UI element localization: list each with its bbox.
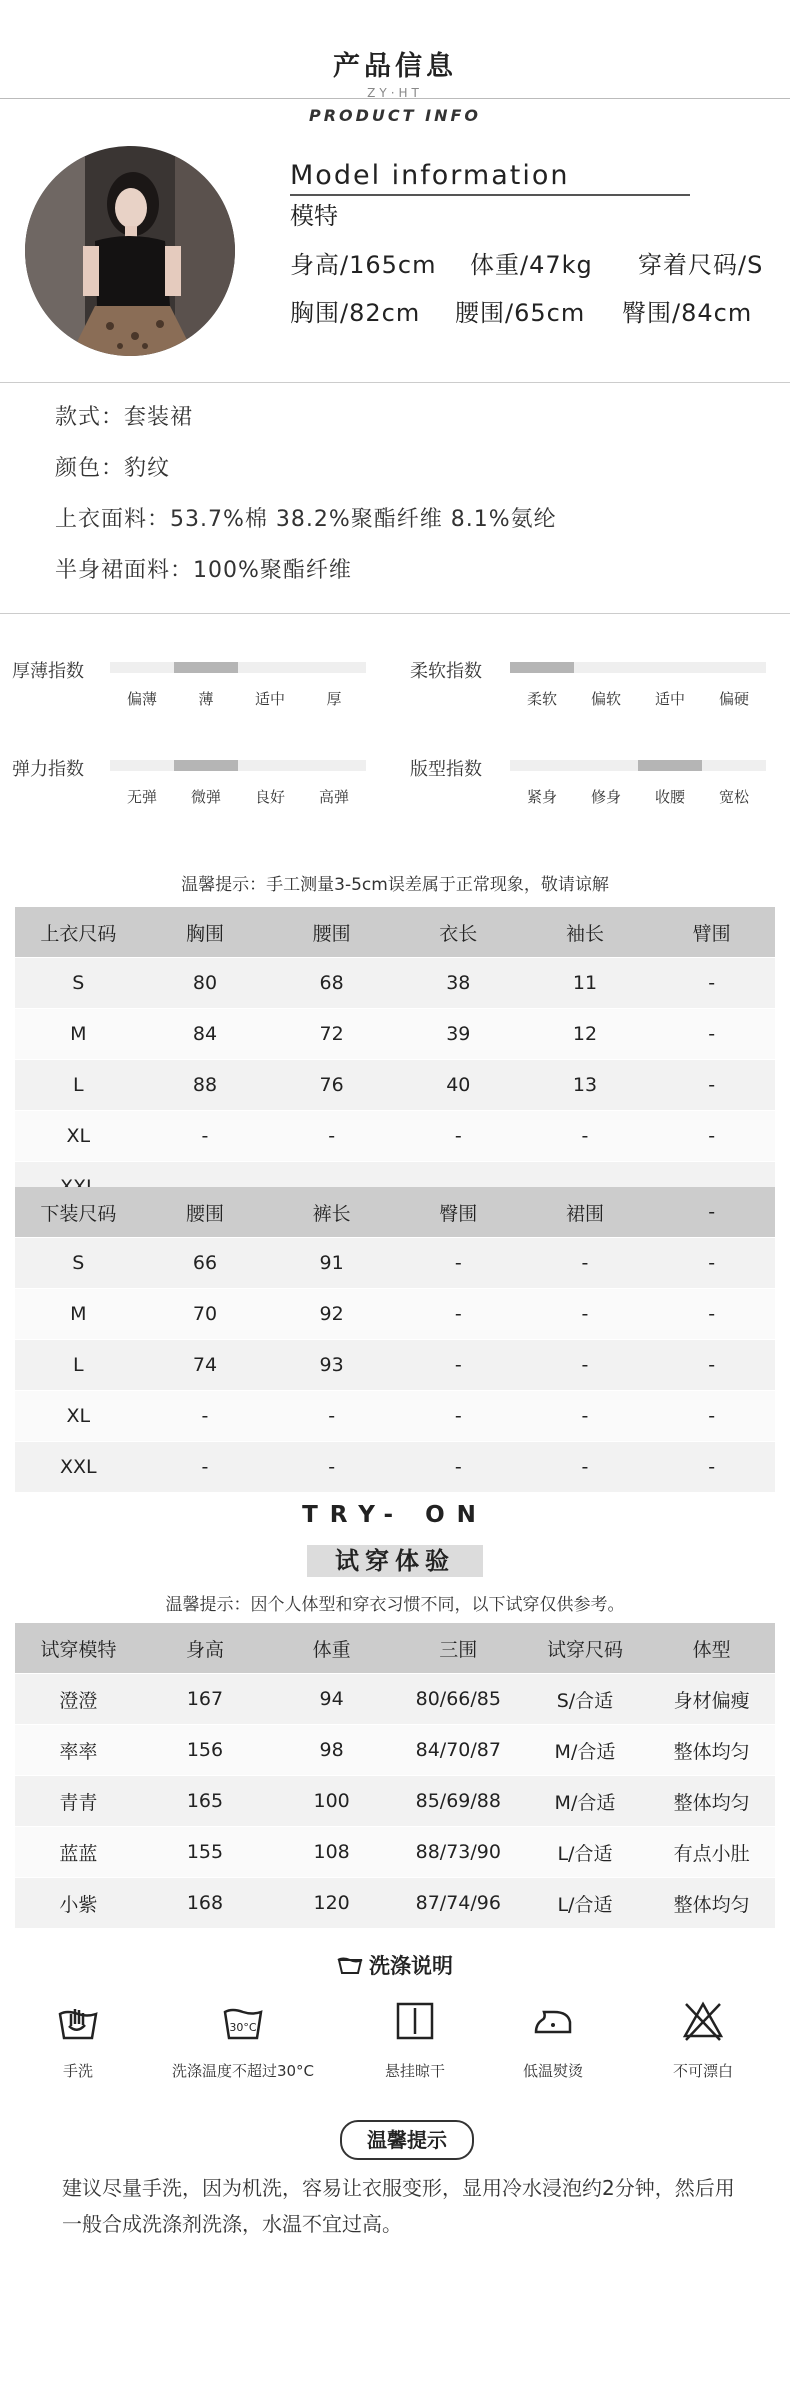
table-cell: L/合适 [522,1878,649,1929]
model-hip: 臀围/84cm [622,299,753,327]
indicator-track [110,760,366,771]
care-tip-text: 建议尽量手洗，因为机洗，容易让衣服变形，显用冷水浸泡约2分钟，然后用一般合成洗涤剂洗涤，水温不宜过高。 [62,2176,735,2236]
table-cell: 澄澄 [15,1674,142,1725]
table-row [15,958,775,1009]
table-cell: M/合适 [522,1776,649,1827]
size-tip: 温馨提示：手工测量3-5cm误差属于正常现象，敬请谅解 [181,875,609,895]
table-cell: 155 [142,1827,269,1878]
hand-wash-icon [57,2000,99,2042]
table-cell: 94 [268,1674,395,1725]
model-size: 穿着尺码/S [638,251,764,279]
table-cell: XXL [15,1442,142,1493]
table-cell: 91 [268,1238,395,1289]
model-heading-underline [290,194,690,196]
table-cell: 39 [395,1009,522,1060]
table-cell: 身材偏瘦 [648,1674,775,1725]
section-divider [0,613,790,614]
indicator-label: 柔软指数 [410,661,482,682]
table-cell: 88 [142,1060,269,1111]
section-divider [0,382,790,383]
table-cell: 156 [142,1725,269,1776]
svg-text:30°C: 30°C [229,2021,257,2034]
table-cell: 小紫 [15,1878,142,1929]
table-cell: - [648,1009,775,1060]
model-height: 身高/165cm [290,251,437,279]
table-cell: - [522,1111,649,1162]
table-cell: - [395,1340,522,1391]
table-header-cell: 身高 [142,1623,269,1674]
wash-item-hang [340,2000,490,2081]
indicator-option: 无弹 [126,788,157,806]
indicator-option: 偏硬 [718,690,749,708]
table-header-row [15,1623,775,1674]
table-cell: S/合适 [522,1674,649,1725]
table-cell: 13 [522,1060,649,1111]
table-cell: 74 [142,1340,269,1391]
indicator-option: 薄 [198,690,214,708]
table-cell: L [15,1340,142,1391]
table-cell: - [648,1060,775,1111]
wash-label: 洗涤温度不超过30°C [171,2062,315,2080]
model-bust: 胸围/82cm [290,299,421,327]
indicator-option: 收腰 [654,788,685,806]
table-cell: - [395,1111,522,1162]
wash-label: 不可漂白 [672,2062,733,2080]
table-cell: 84 [142,1009,269,1060]
indicator-track [510,760,766,771]
indicator-options [110,688,366,709]
table-cell: S [15,958,142,1009]
table-cell: - [142,1442,269,1493]
indicator-marker [638,760,702,771]
wash-item-temp [168,2000,318,2081]
wash-label: 低温熨烫 [522,2062,583,2080]
table-cell: - [648,958,775,1009]
table-cell: - [395,1238,522,1289]
table-header-cell: 臀围 [395,1187,522,1238]
wash-item-iron [478,2000,628,2081]
try-on-tip: 温馨提示：因个人体型和穿衣习惯不同，以下试穿仅供参考。 [165,1595,625,1615]
table-cell: 整体均匀 [648,1725,775,1776]
table-cell: 80/66/85 [395,1674,522,1725]
table-cell: - [142,1111,269,1162]
low-iron-icon [532,2000,574,2042]
table-row [15,1827,775,1878]
table-cell: 有点小肚 [648,1827,775,1878]
table-cell: 率率 [15,1725,142,1776]
wash-item-bleach [628,2000,778,2081]
table-cell: 120 [268,1878,395,1929]
table-row [15,1009,775,1060]
model-photo [25,146,235,356]
page-subtitle: PRODUCT INFO [308,106,482,125]
table-cell: 40 [395,1060,522,1111]
table-cell: - [395,1391,522,1442]
table-row [15,1674,775,1725]
table-row [15,1238,775,1289]
indicator-track [510,662,766,673]
table-cell: - [268,1442,395,1493]
indicator-marker [174,662,238,673]
indicator-option: 高弹 [318,788,349,806]
table-cell: - [522,1238,649,1289]
model-heading-cn: 模特 [290,202,338,230]
table-row [15,1391,775,1442]
table-cell: - [522,1289,649,1340]
basin-icon [337,1956,363,1976]
table-header-cell: 腰围 [142,1187,269,1238]
table-cell: - [395,1442,522,1493]
table-row [15,1776,775,1827]
table-cell: 108 [268,1827,395,1878]
table-header-cell: 袖长 [522,907,649,958]
indicator-label: 弹力指数 [12,759,84,780]
table-cell: M/合适 [522,1725,649,1776]
table-row [15,1878,775,1929]
table-cell: - [648,1289,775,1340]
table-header-cell: 胸围 [142,907,269,958]
table-cell: XL [15,1391,142,1442]
table-row [15,1340,775,1391]
model-weight: 体重/47kg [470,251,593,279]
no-bleach-icon [682,2000,724,2042]
table-cell: M [15,1009,142,1060]
table-header-cell: 裤长 [268,1187,395,1238]
table-cell: - [648,1442,775,1493]
table-cell: 100 [268,1776,395,1827]
indicator-options [510,786,766,807]
indicator-option: 良好 [254,788,285,806]
table-cell: 92 [268,1289,395,1340]
indicator-label: 厚薄指数 [12,661,84,682]
try-on-table [15,1623,775,1929]
model-waist: 腰围/65cm [455,299,586,327]
table-cell: - [522,1340,649,1391]
indicator-option: 修身 [590,788,621,806]
indicator-options [110,786,366,807]
table-cell: - [648,1340,775,1391]
table-cell: 12 [522,1009,649,1060]
indicator-option: 柔软 [526,690,557,708]
table-cell: - [268,1391,395,1442]
table-cell: 167 [142,1674,269,1725]
model-heading-en: Model information [290,160,570,191]
indicator-label: 版型指数 [410,759,482,780]
hang-dry-icon [394,2000,436,2042]
bottom-size-table [15,1187,775,1493]
table-row [15,1060,775,1111]
table-cell: 168 [142,1878,269,1929]
table-cell: - [648,1111,775,1162]
washing-title: 洗涤说明 [0,1950,790,1980]
table-cell: 85/69/88 [395,1776,522,1827]
table-cell: 88/73/90 [395,1827,522,1878]
table-cell: 青青 [15,1776,142,1827]
table-cell: - [648,1238,775,1289]
table-row [15,1111,775,1162]
table-cell: L/合适 [522,1827,649,1878]
table-cell: 66 [142,1238,269,1289]
top-size-table [15,907,775,1213]
brand-code: ZY·HT [367,86,423,100]
table-cell: 76 [268,1060,395,1111]
table-cell: 整体均匀 [648,1776,775,1827]
product-style: 款式：套装裙 [55,405,194,430]
indicator-option: 偏软 [590,690,621,708]
table-row [15,1289,775,1340]
indicator-option: 微弹 [190,788,221,806]
table-cell: 68 [268,958,395,1009]
table-cell: 11 [522,958,649,1009]
table-header-row [15,907,775,958]
table-cell: 84/70/87 [395,1725,522,1776]
try-on-title-cn: 试穿体验 [307,1545,483,1577]
indicator-option: 宽松 [718,788,749,806]
indicator-marker [510,662,574,673]
table-cell: - [395,1289,522,1340]
table-cell: L [15,1060,142,1111]
wash-label: 手洗 [62,2062,93,2080]
skirt-fabric: 半身裙面料：100%聚酯纤维 [55,558,352,583]
table-cell: S [15,1238,142,1289]
table-cell: - [268,1111,395,1162]
table-header-row [15,1187,775,1238]
table-cell: - [522,1391,649,1442]
indicator-marker [174,760,238,771]
wash-30-icon [222,2000,264,2042]
table-cell: - [142,1391,269,1442]
table-cell: 38 [395,958,522,1009]
indicator-option: 偏薄 [126,690,157,708]
table-cell: 72 [268,1009,395,1060]
table-cell: 98 [268,1725,395,1776]
table-cell: 165 [142,1776,269,1827]
table-cell: 70 [142,1289,269,1340]
table-header-cell: 臂围 [648,907,775,958]
table-cell: M [15,1289,142,1340]
indicator-option: 紧身 [526,788,557,806]
indicator-track [110,662,366,673]
try-on-title-en: TRY- ON [302,1502,488,1528]
table-cell: - [648,1391,775,1442]
table-header-cell: 三围 [395,1623,522,1674]
table-cell: XL [15,1111,142,1162]
table-header-cell: 裙围 [522,1187,649,1238]
wash-label: 悬挂晾干 [384,2062,445,2080]
table-cell: 93 [268,1340,395,1391]
top-fabric: 上衣面料：53.7%棉 38.2%聚酯纤维 8.1%氨纶 [55,507,557,532]
indicator-option: 适中 [654,690,685,708]
table-header-cell: 试穿尺码 [522,1623,649,1674]
table-header-cell: 体型 [648,1623,775,1674]
table-cell: 整体均匀 [648,1878,775,1929]
table-header-cell: - [648,1187,775,1238]
care-tip-title: 温馨提示 [340,2120,474,2160]
indicator-option: 适中 [254,690,285,708]
wash-item-hand [3,2000,153,2081]
indicator-option: 厚 [326,690,342,708]
table-header-cell: 上衣尺码 [15,907,142,958]
table-row [15,1442,775,1493]
indicator-options [510,688,766,709]
page-title: 产品信息 [333,51,457,82]
table-header-cell: 腰围 [268,907,395,958]
table-cell: 87/74/96 [395,1878,522,1929]
table-cell: - [522,1442,649,1493]
product-color: 颜色：豹纹 [55,456,171,481]
table-cell: 80 [142,958,269,1009]
table-header-cell: 试穿模特 [15,1623,142,1674]
table-header-cell: 下装尺码 [15,1187,142,1238]
table-header-cell: 衣长 [395,907,522,958]
table-cell: 蓝蓝 [15,1827,142,1878]
table-row [15,1725,775,1776]
table-header-cell: 体重 [268,1623,395,1674]
